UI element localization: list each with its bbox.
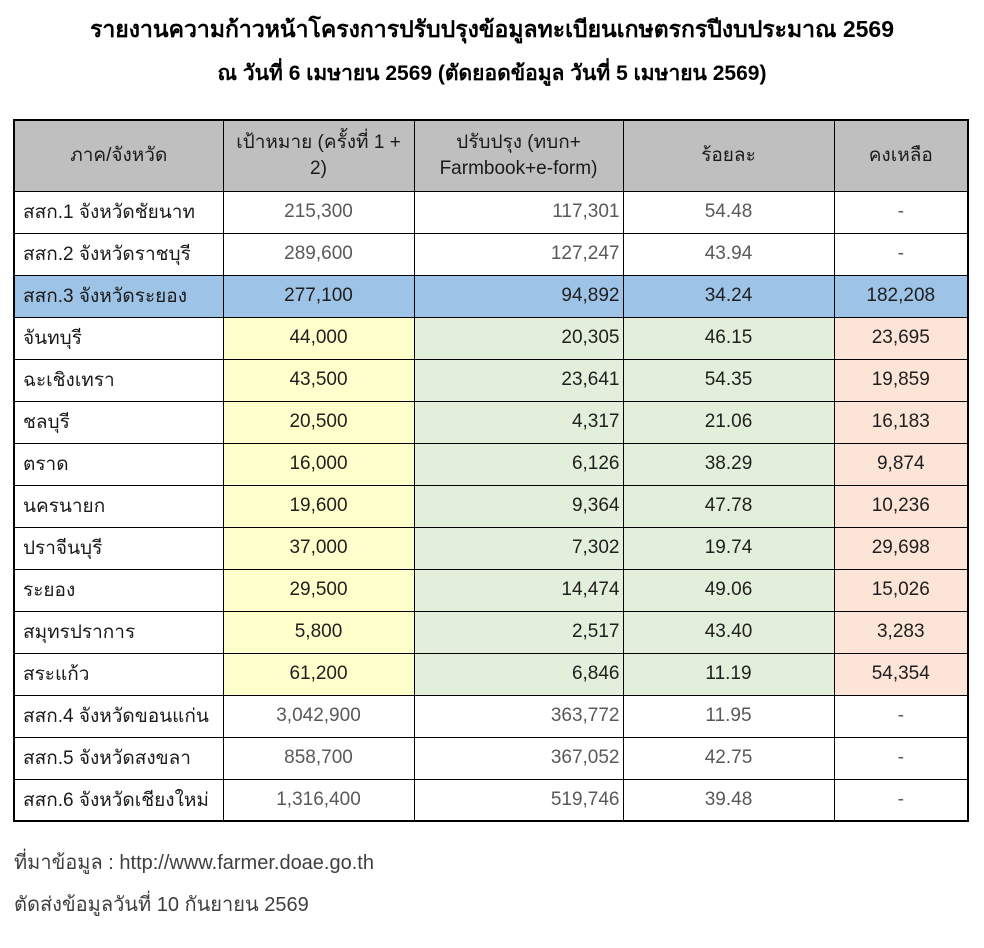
cell-updated: 6,126 (414, 443, 623, 485)
cell-province-name: สสก.6 จังหวัดเชียงใหม่ (14, 779, 223, 821)
cell-target: 5,800 (223, 611, 414, 653)
cell-percent: 38.29 (623, 443, 834, 485)
footer (14, 850, 984, 918)
cell-remaining: 182,208 (834, 275, 968, 317)
cell-percent: 21.06 (623, 401, 834, 443)
cell-target: 20,500 (223, 401, 414, 443)
table-row (14, 527, 968, 569)
table-row (14, 779, 968, 821)
header-percent (623, 120, 834, 191)
cell-province-name: ตราด (14, 443, 223, 485)
header-percent-label: ร้อยละ (701, 144, 756, 166)
cell-updated: 363,772 (414, 695, 623, 737)
header-remaining-label: คงเหลือ (868, 144, 933, 166)
header-updated-label-line2: Farmbook+e-form) (439, 157, 598, 179)
cell-updated: 127,247 (414, 233, 623, 275)
cell-province-name: สสก.5 จังหวัดสงขลา (14, 737, 223, 779)
header-target-label: เป้าหมาย (ครั้งที่ 1 + 2) (236, 131, 401, 179)
cell-updated: 4,317 (414, 401, 623, 443)
table-row (14, 485, 968, 527)
cell-percent: 54.35 (623, 359, 834, 401)
cell-remaining: 15,026 (834, 569, 968, 611)
table-row (14, 191, 968, 233)
cell-percent: 42.75 (623, 737, 834, 779)
header-region-province-label: ภาค/จังหวัด (70, 144, 168, 166)
cell-province-name: ปราจีนบุรี (14, 527, 223, 569)
cell-updated: 7,302 (414, 527, 623, 569)
cell-province-name: สสก.1 จังหวัดชัยนาท (14, 191, 223, 233)
cell-target: 1,316,400 (223, 779, 414, 821)
cell-province-name: จันทบุรี (14, 317, 223, 359)
cell-remaining: 29,698 (834, 527, 968, 569)
header-updated-label-line1: ปรับปรุง (ทบก+ (456, 131, 581, 153)
cell-province-name: นครนายก (14, 485, 223, 527)
cell-updated: 367,052 (414, 737, 623, 779)
cell-percent: 34.24 (623, 275, 834, 317)
page-subtitle: ณ วันที่ 6 เมษายน 2569 (ตัดยอดข้อมูล วันที่ 5 เมษายน 2569) (217, 62, 767, 85)
cell-province-name: สสก.2 จังหวัดราชบุรี (14, 233, 223, 275)
cell-target: 215,300 (223, 191, 414, 233)
cell-remaining: 19,859 (834, 359, 968, 401)
cell-updated: 2,517 (414, 611, 623, 653)
table-row (14, 317, 968, 359)
cell-target: 44,000 (223, 317, 414, 359)
cell-remaining: 10,236 (834, 485, 968, 527)
cell-percent: 11.19 (623, 653, 834, 695)
cell-remaining: 16,183 (834, 401, 968, 443)
cell-target: 19,600 (223, 485, 414, 527)
cell-target: 16,000 (223, 443, 414, 485)
cell-updated: 6,846 (414, 653, 623, 695)
table-row (14, 233, 968, 275)
header-region-province (14, 120, 223, 191)
cell-province-name: สระแก้ว (14, 653, 223, 695)
table-row (14, 653, 968, 695)
cell-updated: 117,301 (414, 191, 623, 233)
table-row (14, 275, 968, 317)
table-row (14, 359, 968, 401)
cell-remaining: 3,283 (834, 611, 968, 653)
cell-remaining: - (834, 233, 968, 275)
cell-percent: 47.78 (623, 485, 834, 527)
page-title: รายงานความก้าวหน้าโครงการปรับปรุงข้อมูลทะเบียนเกษตรกรปีงบประมาณ 2569 (90, 16, 894, 42)
cell-percent: 11.95 (623, 695, 834, 737)
cell-target: 29,500 (223, 569, 414, 611)
table-row (14, 737, 968, 779)
cell-updated: 9,364 (414, 485, 623, 527)
cell-remaining: 54,354 (834, 653, 968, 695)
cell-updated: 14,474 (414, 569, 623, 611)
cell-percent: 39.48 (623, 779, 834, 821)
cell-province-name: สมุทรปราการ (14, 611, 223, 653)
table-row (14, 569, 968, 611)
table-row (14, 443, 968, 485)
cell-updated: 20,305 (414, 317, 623, 359)
cell-percent: 19.74 (623, 527, 834, 569)
header-target (223, 120, 414, 191)
cell-percent: 46.15 (623, 317, 834, 359)
table-row (14, 695, 968, 737)
cell-target: 858,700 (223, 737, 414, 779)
cell-province-name: สสก.4 จังหวัดขอนแก่น (14, 695, 223, 737)
cell-target: 289,600 (223, 233, 414, 275)
cell-target: 277,100 (223, 275, 414, 317)
cell-province-name: ระยอง (14, 569, 223, 611)
table-header-row (14, 120, 968, 191)
header-updated (414, 120, 623, 191)
cell-target: 61,200 (223, 653, 414, 695)
cell-updated: 94,892 (414, 275, 623, 317)
table-row (14, 401, 968, 443)
data-sent-date-text: ตัดส่งข้อมูลวันที่ 10 กันยายน 2569 (14, 894, 309, 916)
cell-remaining: - (834, 737, 968, 779)
data-source-text: ที่มาข้อมูล : http://www.farmer.doae.go.th (14, 852, 374, 874)
cell-remaining: - (834, 191, 968, 233)
cell-target: 3,042,900 (223, 695, 414, 737)
header-remaining (834, 120, 968, 191)
table-row (14, 611, 968, 653)
table-body (14, 191, 968, 821)
cell-province-name: ชลบุรี (14, 401, 223, 443)
cell-province-name: ฉะเชิงเทรา (14, 359, 223, 401)
cell-remaining: - (834, 779, 968, 821)
cell-remaining: 9,874 (834, 443, 968, 485)
cell-percent: 54.48 (623, 191, 834, 233)
cell-updated: 519,746 (414, 779, 623, 821)
progress-table (13, 119, 969, 822)
cell-percent: 43.94 (623, 233, 834, 275)
cell-remaining: 23,695 (834, 317, 968, 359)
cell-updated: 23,641 (414, 359, 623, 401)
cell-percent: 49.06 (623, 569, 834, 611)
table-header (14, 120, 968, 191)
cell-target: 37,000 (223, 527, 414, 569)
cell-percent: 43.40 (623, 611, 834, 653)
cell-target: 43,500 (223, 359, 414, 401)
cell-remaining: - (834, 695, 968, 737)
cell-province-name: สสก.3 จังหวัดระยอง (14, 275, 223, 317)
